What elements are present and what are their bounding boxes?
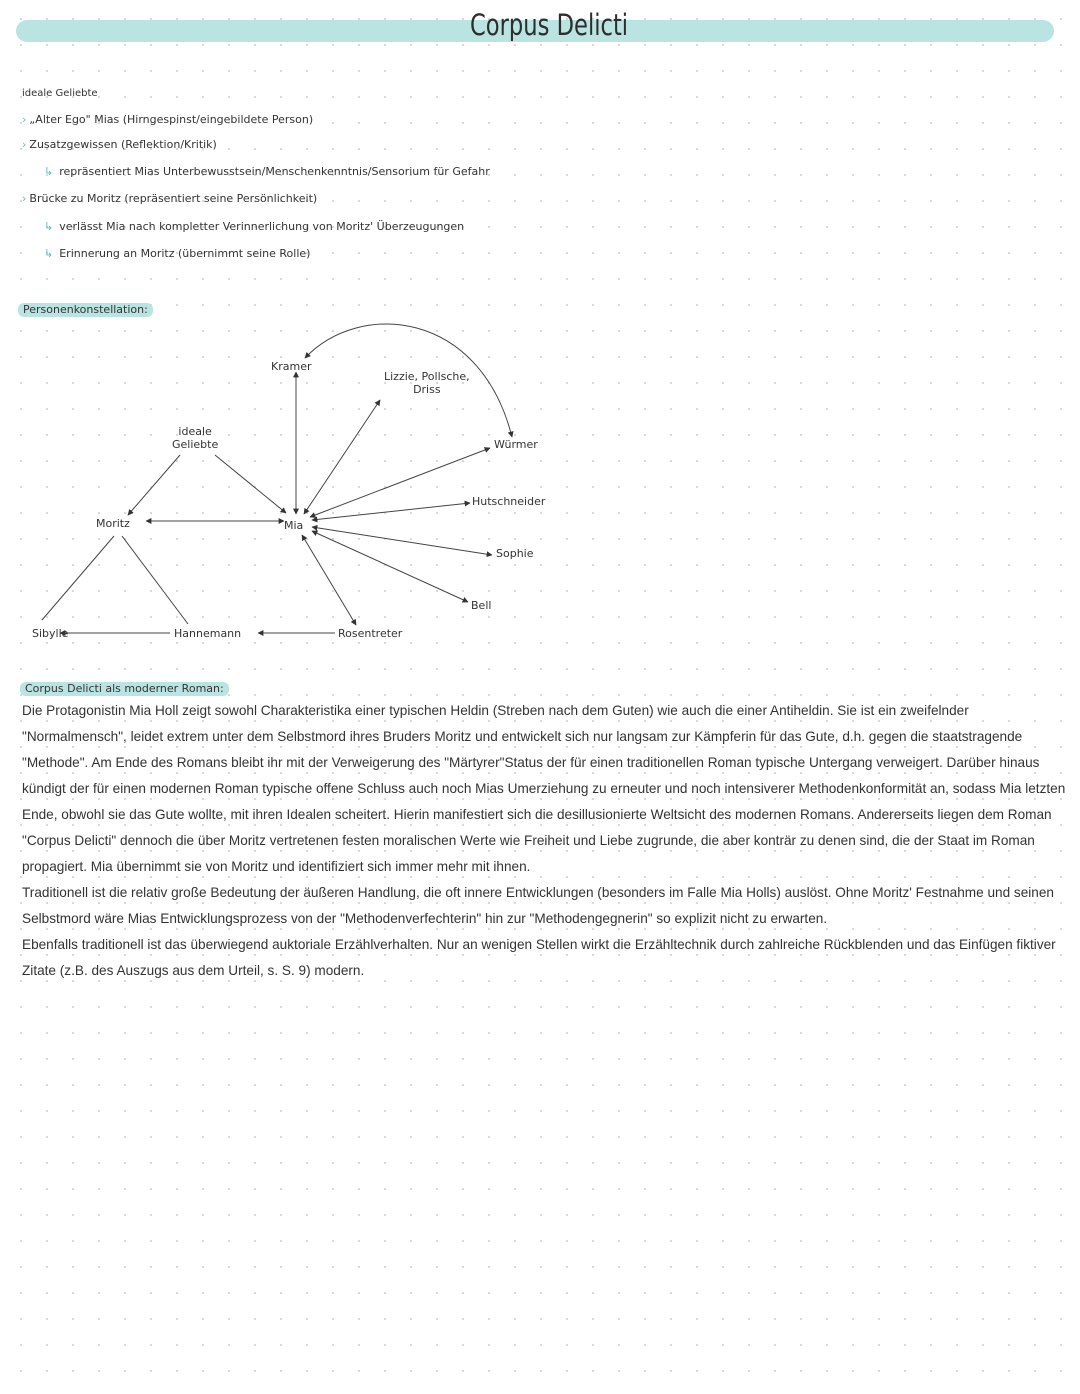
edge-ideale-moritz — [128, 455, 180, 515]
bullet-arrow-icon: › — [22, 138, 27, 151]
edge-moritz-sibylle — [42, 536, 114, 620]
node-kramer: Kramer — [271, 360, 312, 373]
section-heading-ideale-geliebte: ideale Geliebte — [22, 88, 98, 99]
node-sibylle: Sibylle — [32, 627, 69, 640]
node-moritz: Moritz — [96, 517, 130, 530]
note-text: verlässt Mia nach kompletter Verinnerlichung von Moritz' Überzeugungen — [59, 220, 465, 233]
paragraph-1: Die Protagonistin Mia Holl zeigt sowohl Charakteristika einer typischen Heldin (Streben nach dem Guten) wie auch die einer Antiheldin. Sie ist ein zweifelnder "Normalmensch", leidet extrem unter dem Selbstmord ihres Bruders Moritz und entwickelt sich nur langsam zur Kämpferin für das Gute, d.h. gegen die staatstragende "Methode". Am Ende des Romans bleibt ihr mit der Verweigerung des "Märtyrer"Status der für einen traditionellen Roman typische Untergang verweigert. Darüber hinaus kündigt der für einen modernen Roman typische offene Schluss auch noch Mias Umerziehung zu erneuter und noch intensiverer Methodenkonformität an, sodass Mia letzten Ende, obwohl sie das Gute wollte, mit ihren Idealen scheitert. Hierin manifestiert sich die desillusionierte Weltsicht des modernen Romans. Andererseits liegen dem Roman "Corpus Delicti" dennoch die über Moritz vertretenen festen moralischen Werte wie Freiheit und Liebe zugrunde, die aber konträr zu denen sind, die der Staat im Roman propagiert. Mia übernimmt sie von Moritz und identifiziert sich immer mehr mit ihnen. — [22, 703, 1066, 874]
section-heading-moderner-roman: Corpus Delicti als moderner Roman: — [20, 682, 229, 696]
bullet-arrow-icon: › — [22, 113, 27, 126]
note-text: Erinnerung an Moritz (übernimmt seine Rolle) — [59, 247, 311, 260]
note-text: Brücke zu Moritz (repräsentiert seine Persönlichkeit) — [29, 192, 318, 205]
node-rosentreter: Rosentreter — [338, 627, 403, 640]
node-mia: Mia — [284, 519, 304, 532]
page-title: Corpus Delicti — [470, 8, 629, 42]
section-heading-personenkonstellation: Personenkonstellation: — [18, 303, 153, 317]
moderner-roman-text — [22, 698, 1070, 984]
sub-arrow-icon: ↳ — [44, 247, 54, 260]
paragraph-3: Ebenfalls traditionell ist das überwiegend auktoriale Erzählverhalten. Nur an wenigen Stellen wirkt die Erzähltechnik durch zahlreiche Rückblenden und das Einfügen fiktiver Zitate (z.B. des Auszugs aus dem Urteil, s. S. 9) modern. — [22, 937, 1056, 978]
paragraph-2: Traditionell ist die relativ große Bedeutung der äußeren Handlung, die oft innere Entwicklungen (besonders im Falle Mia Holls) auslöst. Ohne Moritz' Festnahme und seinen Selbstmord wäre Mias Entwicklungsprozess von der "Methodenverfechterin" hin zur "Methodengegnerin" so explizit nicht zu erwarten. — [22, 885, 1054, 926]
note-text: Zusatzgewissen (Reflektion/Kritik) — [29, 138, 217, 151]
edge-mia-hutschneider — [312, 503, 470, 520]
edge-ideale-mia — [215, 455, 286, 513]
node-bell: Bell — [471, 599, 492, 612]
node-wuermer: Würmer — [494, 438, 538, 451]
node-sophie: Sophie — [496, 547, 534, 560]
bullet-arrow-icon: › — [22, 192, 27, 205]
node-hutschneider: Hutschneider — [472, 495, 546, 508]
node-hannemann: Hannemann — [174, 627, 242, 640]
edge-mia-wuermer — [310, 448, 490, 517]
note-text: „Alter Ego" Mias (Hirngespinst/eingebildete Person) — [29, 113, 314, 126]
edge-mia-sophie — [312, 527, 492, 555]
node-ideale-geliebte: ideale Geliebte — [172, 425, 219, 451]
note-text: repräsentiert Mias Unterbewusstsein/Menschenkenntnis/Sensorium für Gefahr — [59, 165, 490, 178]
edge-mia-rosentreter — [302, 535, 356, 625]
edge-mia-lizzie — [304, 400, 380, 514]
edge-moritz-hannemann — [122, 536, 188, 624]
sub-arrow-icon: ↳ — [44, 165, 54, 178]
node-lizzie-pollsche-driss: Lizzie, Pollsche, Driss — [384, 370, 470, 396]
sub-arrow-icon: ↳ — [44, 220, 54, 233]
